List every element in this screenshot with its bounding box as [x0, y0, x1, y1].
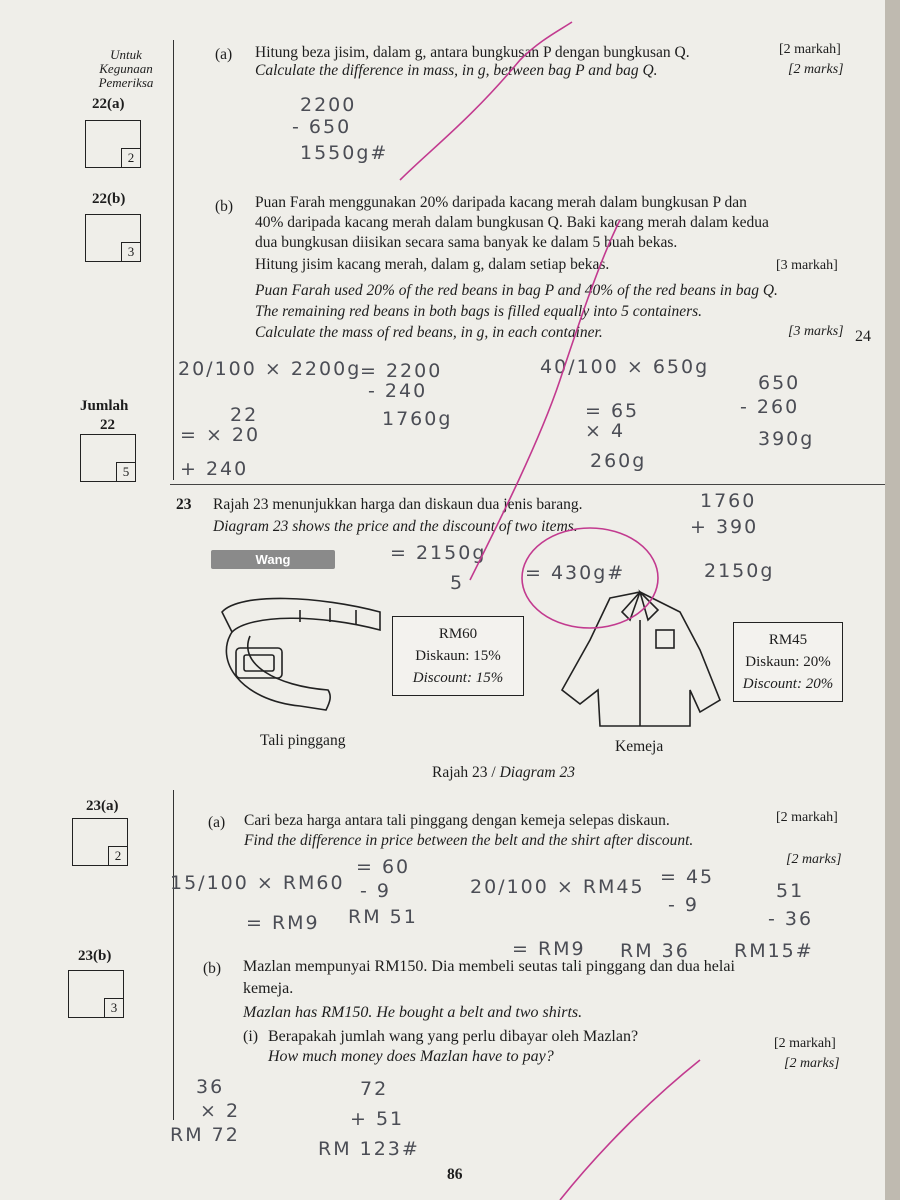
- hw-22b-step4-a: = 2150g: [390, 542, 487, 564]
- q22b-mark-box: [85, 214, 141, 262]
- q22b-mark-value: 3: [121, 242, 140, 261]
- hw-22b-step2-a: = 65: [585, 400, 640, 422]
- hw-23a-step2: 20/100 × RM45: [470, 876, 645, 898]
- q23b-gutter-label: 23(b): [78, 948, 112, 964]
- q22a-tag: (a): [215, 46, 233, 63]
- hw-22b-step4-b: 5: [450, 572, 465, 594]
- q22b-english-line2: The remaining red beans in both bags is filled equally into 5 containers.: [255, 303, 703, 320]
- q23b-mark-value: 3: [104, 998, 123, 1017]
- jumlah-label: Jumlah: [80, 398, 129, 414]
- q22b-marks-my: [3 markah]: [776, 258, 838, 273]
- hw-23a-sub-a: = 60: [356, 856, 411, 878]
- belt-discount-en: Discount: 15%: [412, 670, 504, 686]
- q22a-marks-en: [2 marks]: [788, 62, 844, 77]
- hw-22b-step2: 40/100 × 650g: [540, 356, 710, 378]
- diagram-caption-my: Rajah 23 /: [432, 764, 500, 781]
- q22a-mark-value: 2: [121, 148, 140, 167]
- q22b-malay-line4: Hitung jisim kacang merah, dalam g, dalam setiap bekas.: [255, 256, 610, 273]
- hw-23b-step1-a: 36: [196, 1076, 225, 1098]
- hw-23a-step3-a: 51: [776, 880, 805, 902]
- hw-23a-sub-c: RM 51: [348, 906, 418, 928]
- jumlah-number: 22: [100, 417, 115, 433]
- q22b-gutter-label: 22(b): [92, 191, 126, 207]
- section-divider: [170, 484, 885, 485]
- q23a-mark-value: 2: [108, 846, 127, 865]
- hw-23b-step1-c: RM 72: [170, 1124, 240, 1146]
- shirt-discount-en: Discount: 20%: [742, 676, 834, 692]
- topic-tag-wang: Wang: [211, 550, 335, 569]
- q23a-english: Find the difference in price between the belt and the shirt after discount.: [244, 832, 694, 849]
- q23b-i-tag: (i): [243, 1028, 259, 1045]
- q22a-malay: Hitung beza jisim, dalam g, antara bungkusan P dengan bungkusan Q.: [255, 44, 690, 61]
- belt-name: Tali pinggang: [260, 732, 346, 749]
- hw-22b-work-a: 22: [230, 404, 259, 426]
- hw-22a-line3: 1550g#: [300, 142, 389, 164]
- jumlah-mark-value: 5: [116, 462, 135, 481]
- hw-23a-sub-b: - 9: [360, 880, 391, 902]
- hw-22b-step1-c: 1760g: [382, 408, 453, 430]
- q22a-marks-my: [2 markah]: [779, 42, 841, 57]
- q23b-malay-line2: kemeja.: [243, 980, 294, 997]
- hw-23a-final-answer: RM15#: [734, 940, 814, 962]
- hw-23b-step1-b: × 2: [200, 1100, 241, 1122]
- examiner-header-line: Pemeriksa: [98, 75, 154, 90]
- hw-22a-line2: - 650: [292, 116, 352, 138]
- belt-price: RM60: [438, 626, 478, 642]
- q22b-malay-line2: 40% daripada kacang merah dalam bungkusan Q. Baki kacang merah dalam kedua: [255, 214, 769, 231]
- hw-23b-step2-b: + 51: [350, 1108, 405, 1130]
- q23b-mark-box: [68, 970, 124, 1018]
- q22a-english: Calculate the difference in mass, in g, between bag P and bag Q.: [255, 62, 658, 79]
- q23b-malay-line1: Mazlan mempunyai RM150. Dia membeli seutas tali pinggang dan dua helai: [243, 958, 735, 975]
- hw-23a-step1-answer: = RM9: [246, 912, 320, 934]
- q23a-marks-en: [2 marks]: [786, 852, 842, 867]
- q22b-marks-en: [3 marks]: [788, 324, 844, 339]
- hw-22b-step3-c: 2150g: [704, 560, 775, 582]
- q22b-malay-line1: Puan Farah menggunakan 20% daripada kacang merah dalam bungkusan P dan: [255, 194, 747, 211]
- q23a-mark-box: [72, 818, 128, 866]
- examiner-header: [96, 48, 156, 90]
- q23a-tag: (a): [208, 814, 226, 831]
- diagram-caption-en: Diagram 23: [499, 764, 575, 781]
- hw-23a-sub2-b: - 9: [668, 894, 699, 916]
- hw-23a-step1: 15/100 × RM60: [170, 872, 345, 894]
- belt-discount-my: Diskaun: 15%: [415, 648, 501, 664]
- diagram-caption: [432, 764, 575, 782]
- q22a-gutter-label: 22(a): [92, 96, 125, 112]
- q23b-tag: (b): [203, 960, 222, 977]
- hw-23a-sub2-a: = 45: [660, 866, 715, 888]
- q23b-marks-en: [2 marks]: [784, 1056, 840, 1071]
- q22b-english-line3: Calculate the mass of red beans, in g, in each container.: [255, 324, 603, 341]
- q23b-i-malay: Berapakah jumlah wang yang perlu dibayar oleh Mazlan?: [268, 1028, 639, 1045]
- margin-line-lower: [173, 790, 174, 1120]
- examiner-header-line: Untuk: [110, 47, 142, 62]
- q22a-mark-box: [85, 120, 141, 168]
- q23a-gutter-label: 23(a): [86, 798, 119, 814]
- hw-22b-work-b: = × 20: [180, 424, 261, 446]
- side-page-number: 24: [855, 328, 871, 345]
- hw-22b-step3-b: + 390: [690, 516, 759, 538]
- hw-22b-step3-a: 1760: [700, 490, 757, 512]
- hw-22b-sub-c: 390g: [758, 428, 815, 450]
- hw-23b-step2-a: 72: [360, 1078, 389, 1100]
- hw-22b-sub-b: - 260: [740, 396, 800, 418]
- q23a-marks-my: [2 markah]: [776, 810, 838, 825]
- q23-malay: Rajah 23 menunjukkan harga dan diskaun dua jenis barang.: [213, 496, 583, 513]
- belt-price-box: [392, 616, 524, 696]
- belt-buckle-inner: [244, 655, 274, 671]
- shirt-name: Kemeja: [615, 738, 664, 755]
- hw-23a-step3-b: - 36: [768, 908, 814, 930]
- book-edge: [885, 0, 900, 1200]
- belt-strap-top: [222, 598, 380, 632]
- q22b-tag: (b): [215, 198, 234, 215]
- hw-22b-step1-a: = 2200: [360, 360, 443, 382]
- belt-buckle: [236, 648, 282, 678]
- q22b-malay-line3: dua bungkusan diisikan secara sama banyak ke dalam 5 buah bekas.: [255, 234, 678, 251]
- hw-22b-step1: 20/100 × 2200g: [178, 358, 362, 380]
- hw-22b-step2-b: × 4: [585, 420, 626, 442]
- hw-22b-step2-c: 260g: [590, 450, 647, 472]
- hw-22b-work-c: + 240: [180, 458, 249, 480]
- q23b-i-english: How much money does Mazlan have to pay?: [268, 1048, 554, 1065]
- q23-number: 23: [176, 496, 192, 513]
- page-number: 86: [447, 1166, 463, 1183]
- q22b-english-line1: Puan Farah used 20% of the red beans in bag P and 40% of the red beans in bag Q.: [255, 282, 778, 299]
- hw-22b-final-answer: = 430g#: [525, 562, 626, 584]
- q23-english: Diagram 23 shows the price and the discount of two items.: [213, 518, 578, 535]
- hw-23a-sub2-c: RM 36: [620, 940, 690, 962]
- belt-strap-bottom: [226, 632, 330, 710]
- q23a-malay: Cari beza harga antara tali pinggang dengan kemeja selepas diskaun.: [244, 812, 670, 829]
- margin-line: [173, 40, 174, 480]
- jumlah-mark-box: [80, 434, 136, 482]
- hw-22a-line1: 2200: [300, 94, 357, 116]
- q23b-english: Mazlan has RM150. He bought a belt and two shirts.: [243, 1004, 583, 1021]
- hw-22b-step1-b: - 240: [368, 380, 428, 402]
- shirt-illustration: [562, 592, 720, 726]
- q23b-marks-my: [2 markah]: [774, 1036, 836, 1051]
- hw-22b-sub-a: 650: [758, 372, 801, 394]
- examiner-header-line: Kegunaan: [99, 61, 153, 76]
- shirt-price: RM45: [768, 632, 808, 648]
- shirt-discount-my: Diskaun: 20%: [745, 654, 831, 670]
- hw-23a-step2-answer: = RM9: [512, 938, 586, 960]
- shirt-price-box: [733, 622, 843, 702]
- hw-23b-final-answer: RM 123#: [318, 1138, 420, 1160]
